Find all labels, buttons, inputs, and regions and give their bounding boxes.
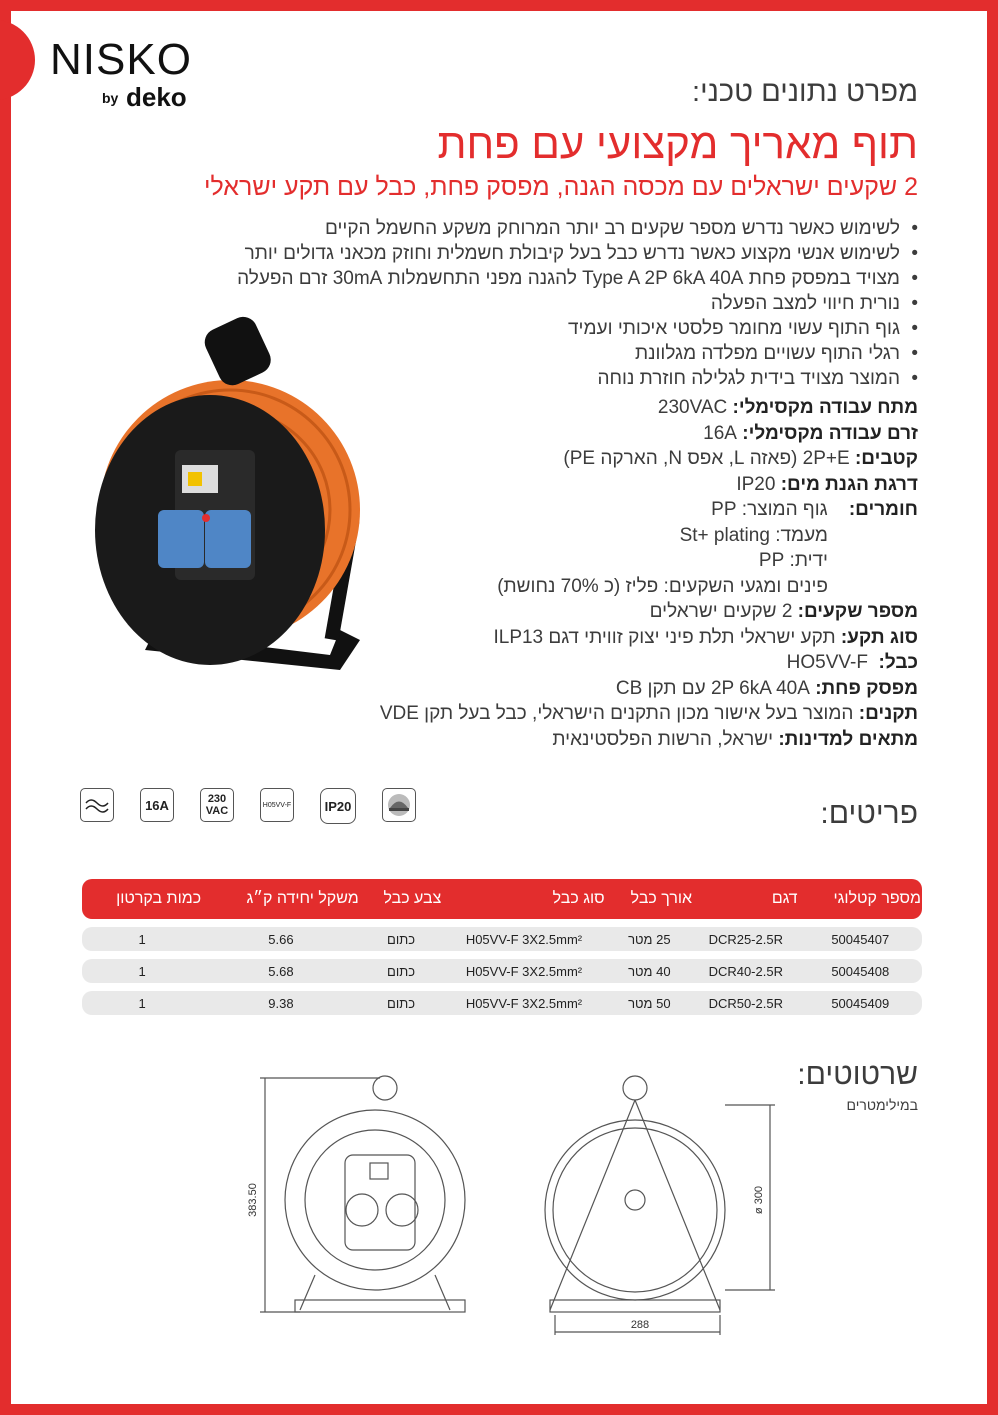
width-dimension: 288: [630, 1319, 650, 1331]
table-row: [82, 959, 922, 983]
table-cell: 5.66: [202, 927, 360, 951]
table-cell: כתום: [360, 959, 443, 983]
feature-item: • נורית חיווי למצב הפעלה: [158, 291, 918, 316]
feature-icons: [80, 788, 416, 828]
logo-deko: deko: [126, 82, 187, 112]
side-view: [545, 1076, 775, 1335]
column-header: צבע כבל: [360, 879, 443, 919]
product-title: תוף מאריך מקצועי עם פחת: [437, 120, 918, 167]
table-cell: 5.68: [202, 959, 360, 983]
ip20-icon: IP20: [320, 788, 356, 824]
table-cell: H05VV-F 3X2.5mm²: [442, 959, 605, 983]
spec-plug: סוג תקע: תקע ישראלי תלת פיני יצוק זוויתי דגם ILP13: [493, 626, 918, 648]
table-row: [82, 927, 922, 951]
spec-materials-handle: ידית: PP: [758, 550, 828, 571]
spec-ip: דרגת הגנת מים: IP20: [736, 473, 918, 495]
spec-materials-pins: פינים ומגעי השקעים: פליז (כ 70% נחושת): [497, 575, 828, 597]
technical-drawing: [230, 1060, 790, 1340]
hard-hat-icon: [382, 788, 416, 822]
spec-rcd: מפסק פחת: 2P 6kA 40A עם תקן CB: [615, 677, 918, 699]
table-row: [82, 991, 922, 1015]
items-table: [82, 871, 922, 1023]
column-header: כמות בקרטון: [82, 879, 202, 919]
column-header: דגם: [693, 879, 798, 919]
table-cell: 9.38: [202, 991, 360, 1015]
table-cell: כתום: [360, 991, 443, 1015]
feature-item: • גוף התוף עשוי מחומר פלסטי איכותי ועמיד: [158, 316, 918, 341]
table-cell: 50045407: [799, 927, 923, 951]
table-cell: DCR50-2.5R: [693, 991, 798, 1015]
cable-h05vv-f-icon: H05VV-F: [260, 788, 294, 822]
diameter-dimension: ø 300: [753, 1185, 765, 1215]
feature-item: • לשימוש אנשי מקצוע כאשר נדרש כבל בעל קיבולת חשמלית וחוזק מכאני גדולים יותר: [158, 241, 918, 266]
spec-sockets: מספר שקעים: 2 שקעים ישראלים: [649, 601, 918, 622]
logo-by: by: [102, 90, 119, 106]
table-cell: H05VV-F 3X2.5mm²: [442, 991, 605, 1015]
product-subtitle: 2 שקעים ישראלים עם מכסה הגנה, מפסק פחת, כבל עם תקע ישראלי: [204, 173, 918, 201]
table-cell: 50045408: [799, 959, 923, 983]
brand-logo: [50, 35, 192, 112]
items-title: פריטים:: [820, 797, 918, 830]
feature-item: • לשימוש כאשר נדרש מספר שקעים רב יותר המרוחק משקע החשמל הקיים: [158, 216, 918, 241]
feature-item: • המוצר מצויד בידית לגלילה חוזרת נוחה: [158, 366, 918, 391]
table-cell: 50045409: [799, 991, 923, 1015]
table-cell: DCR25-2.5R: [693, 927, 798, 951]
table-cell: 1: [82, 959, 202, 983]
spec-poles: קטבים: 2P+E (פאזה L, אפס N, הארקה PE): [563, 448, 918, 469]
voltage-230vac-icon: 230 VAC: [200, 788, 234, 822]
spec-title: מפרט נתונים טכני:: [692, 76, 918, 108]
front-view: [260, 1076, 465, 1312]
spec-materials-stand: מעמד: St+ plating: [679, 524, 828, 546]
spec-countries: מתאים למדינות: ישראל, הרשות הפלסטינאית: [552, 728, 918, 750]
spec-materials: חומרים: גוף המוצר: PP: [711, 499, 918, 520]
column-header: אורך כבל: [606, 879, 693, 919]
spec-list: [278, 395, 918, 752]
table-cell: 25 מטר: [606, 927, 693, 951]
drawings-subtitle: במילימטרים: [846, 1097, 918, 1113]
spec-standards: תקנים: המוצר בעל אישור מכון התקנים הישראלי, כבל בעל תקן VDE: [379, 703, 918, 724]
current-16a-icon: 16A: [140, 788, 174, 822]
logo-nisko: NISKO: [50, 35, 192, 84]
drawings-title: שרטוטים:: [797, 1058, 918, 1091]
feature-item: • מצויד במפסק פחת Type A 2P 6kA 40A להגנה מפני התחשמלות 30mA זרם הפעלה: [158, 266, 918, 291]
table-cell: כתום: [360, 927, 443, 951]
table-cell: 1: [82, 991, 202, 1015]
table-cell: 1: [82, 927, 202, 951]
column-header: משקל יחידה ק״ג: [202, 879, 360, 919]
table-cell: 50 מטר: [606, 991, 693, 1015]
column-header: מספר קטלוגי: [799, 879, 923, 919]
feature-item: • רגלי התוף עשויים מפלדה מגלוונת: [158, 341, 918, 366]
ac-wave-icon: [80, 788, 114, 822]
height-dimension: 383.50: [247, 1183, 259, 1217]
table-cell: DCR40-2.5R: [693, 959, 798, 983]
spec-cable: כבל: HO5VV-F: [786, 652, 918, 673]
table-cell: H05VV-F 3X2.5mm²: [442, 927, 605, 951]
column-header: סוג כבל: [442, 879, 605, 919]
spec-voltage: מתח עבודה מקסימלי: 230VAC: [657, 397, 918, 418]
table-cell: 40 מטר: [606, 959, 693, 983]
spec-current: זרם עבודה מקסימלי: 16A: [703, 422, 918, 444]
